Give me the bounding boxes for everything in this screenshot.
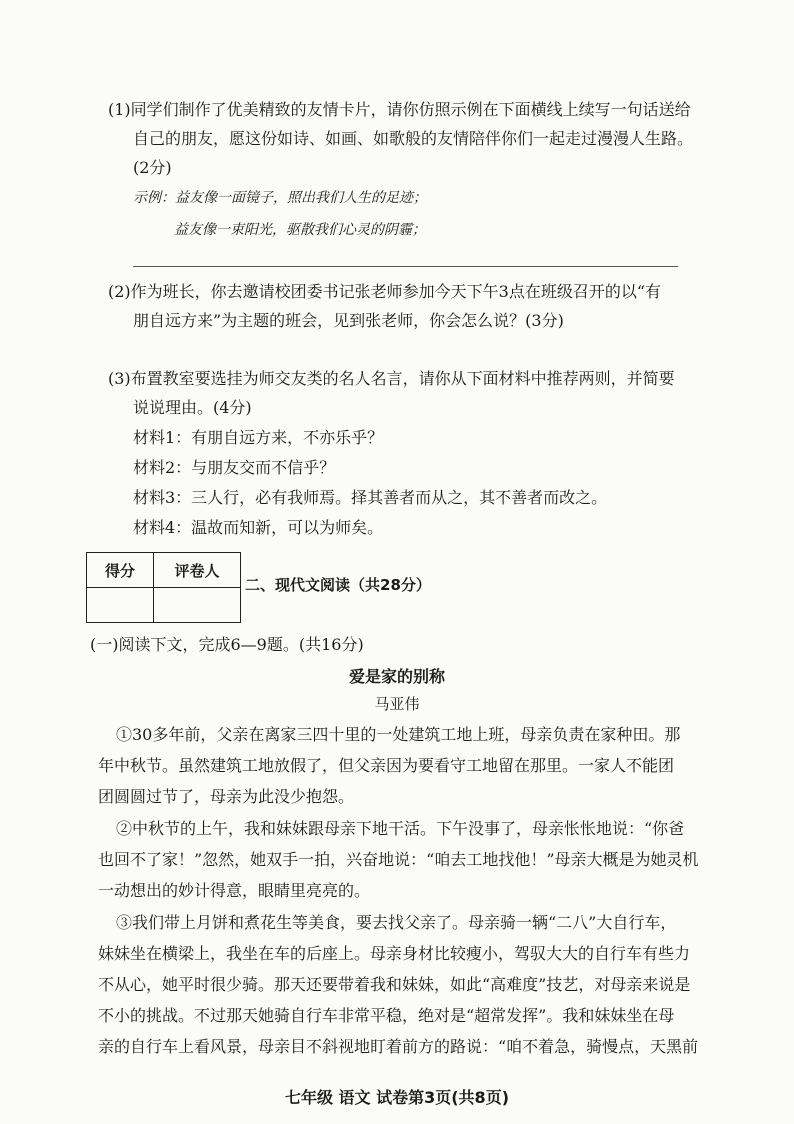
grader-header: 评卷人 [154, 553, 241, 588]
p2-line: ②中秋节的上午，我和妹妹跟母亲下地干活。下午没事了，母亲怅怅地说：“你爸 [116, 819, 685, 838]
q1-line-3: (2分) [133, 158, 172, 177]
p1-line: 年中秋节。虽然建筑工地放假了，但父亲因为要看守工地留在那里。一家人不能团 [98, 756, 675, 775]
paragraph-2 [98, 813, 718, 906]
material-2: 材料2：与朋友交而不信乎？ [133, 458, 336, 477]
q1-line-1: (1)同学们制作了优美精致的友情卡片，请你仿照示例在下面横线上续写一句话送给 [108, 100, 691, 119]
p3-line: 不小的挑战。不过那天她骑自行车非常平稳，绝对是“超常发挥”。我和妹妹坐在母 [98, 1006, 675, 1025]
p3-line: 妹妹坐在横梁上，我坐在车的后座上。母亲身材比较瘦小，驾驭大大的自行车有些力 [98, 944, 691, 963]
q1-line-2: 自己的朋友，愿这份如诗、如画、如歌般的友情陪伴你们一起走过漫漫人生路。 [133, 129, 694, 148]
answer-line[interactable] [133, 266, 678, 267]
score-header: 得分 [87, 553, 154, 588]
score-cell[interactable] [87, 588, 154, 623]
reading-title: 爱是家的别称 [348, 667, 445, 686]
paragraph-3 [98, 907, 718, 1062]
p2-line: 也回不了家！”忽然，她双手一拍，兴奋地说：“咱去工地找他！”母亲大概是为她灵机 [98, 850, 699, 869]
material-1: 材料1：有朋自远方来，不亦乐乎？ [133, 428, 384, 447]
q3-line-2: 说说理由。(4分) [133, 398, 252, 417]
q3-line-1: (3)布置教室要选挂为师交友类的名人名言，请你从下面材料中推荐两则，并简要 [108, 369, 675, 388]
q1-example-2: 益友像一束阳光，驱散我们心灵的阴霾； [174, 222, 426, 238]
p2-line: 一动想出的妙计得意，眼睛里亮亮的。 [98, 881, 371, 900]
p1-line: 团圆圆过节了，母亲为此没少抱怨。 [98, 787, 355, 806]
p3-line: 不从心，她平时很少骑。那天还要带着我和妹妹，如此“高难度”技艺，对母亲来说是 [98, 975, 691, 994]
reading-intro: (一)阅读下文，完成6—9题。(共16分) [90, 635, 364, 654]
p1-line: ①30多年前，父亲在离家三四十里的一处建筑工地上班，母亲负责在家种田。那 [116, 725, 681, 744]
p3-line: 亲的自行车上看风景，母亲目不斜视地盯着前方的路说：“咱不着急，骑慢点，天黑前 [98, 1037, 699, 1056]
material-4: 材料4：温故而知新，可以为师矣。 [133, 518, 384, 537]
q2-line-1: (2)作为班长，你去邀请校团委书记张老师参加今天下午3点在班级召开的以“有 [108, 282, 662, 301]
p3-line: ③我们带上月饼和煮花生等美食，要去找父亲了。母亲骑一辆“二八”大自行车， [116, 913, 677, 932]
section-title: 二、现代文阅读（共28分） [245, 576, 431, 594]
q1-example [133, 187, 427, 207]
paragraph-1 [98, 719, 718, 812]
material-3: 材料3：三人行，必有我师焉。择其善者而从之，其不善者而改之。 [133, 488, 608, 507]
grader-cell[interactable] [154, 588, 241, 623]
example-1: 益友像一面镜子，照出我们人生的足迹； [175, 190, 427, 206]
score-table [86, 552, 241, 623]
reading-author: 马亚伟 [374, 695, 420, 713]
page-footer: 七年级 语文 试卷第3页(共8页) [284, 1088, 510, 1107]
example-label: 示例： [133, 190, 175, 206]
q2-line-2: 朋自远方来”为主题的班会，见到张老师，你会怎么说？(3分) [133, 311, 564, 330]
